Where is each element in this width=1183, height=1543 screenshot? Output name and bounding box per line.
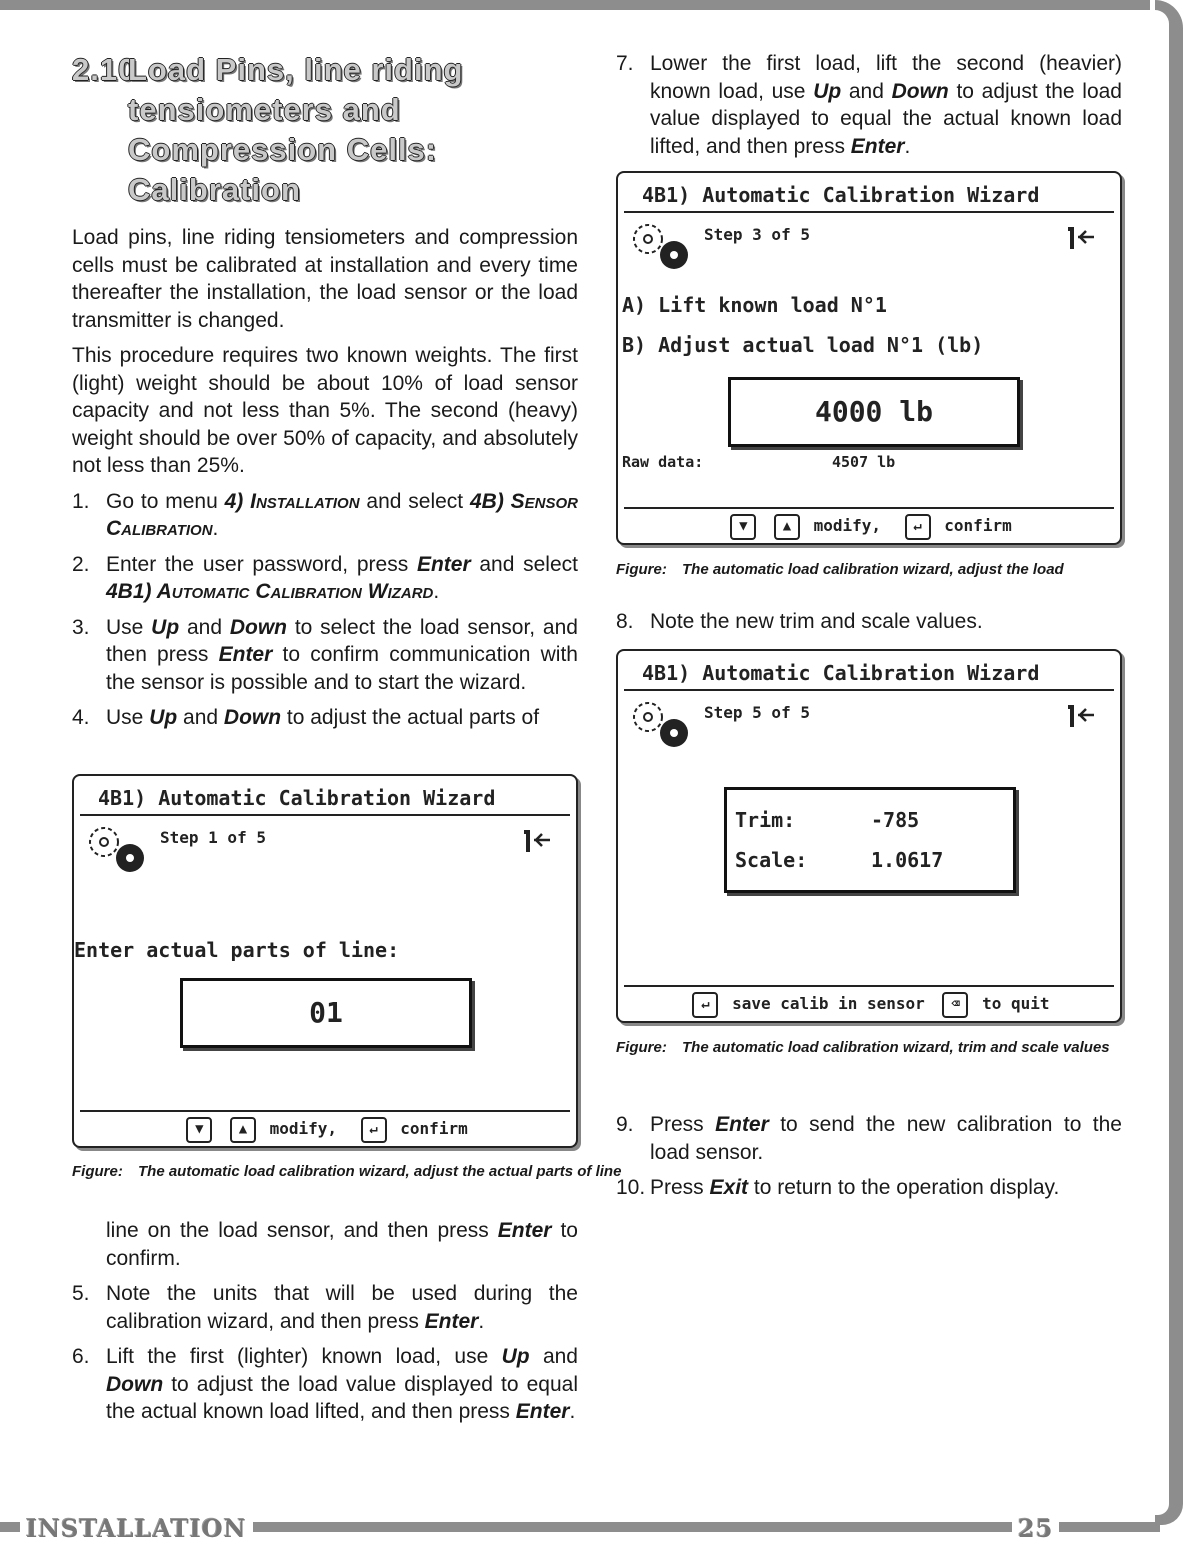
step-text: to confirm.: [106, 1219, 578, 1270]
step-5: [72, 1280, 578, 1335]
step-indicator: Step 5 of 5: [704, 703, 810, 722]
menu-name: 4) Installation: [224, 489, 360, 513]
key-name: Up: [501, 1345, 530, 1368]
key-name: Up: [151, 615, 180, 639]
step-text: line on the load sensor, and then press: [106, 1219, 498, 1242]
step-number: 9.: [616, 1113, 634, 1136]
caption-label: Figure:: [72, 1163, 123, 1180]
modify-label: modify,: [269, 1119, 337, 1138]
screen-footer: [80, 1110, 570, 1146]
page-frame-right: [1155, 0, 1183, 1525]
step-indicator: Step 3 of 5: [704, 225, 810, 244]
step-number: 3.: [72, 615, 90, 639]
key-name: Down: [229, 615, 288, 639]
step-text: Use: [106, 706, 150, 729]
intro-paragraph-2: This procedure requires two known weights. The first (light) weight should be about 10% of load sensor capacity and not less than 5%. The second (heavy) weight should be over 50% of capacity, and absolutely not less than 25%.: [72, 344, 578, 477]
save-calib-label: save calib in sensor: [732, 994, 925, 1013]
step-text: .: [478, 1309, 485, 1333]
backspace-key-icon: ⌫: [942, 992, 968, 1018]
footer-section-label: INSTALLATION: [20, 1514, 253, 1543]
key-name: Enter: [715, 1113, 769, 1136]
key-name: Down: [891, 79, 949, 103]
menu-name: 4B1) Automatic Calibration Wizard: [106, 580, 434, 603]
step-text: and: [841, 79, 892, 103]
figure-caption-2: [616, 560, 1183, 580]
gear-icon: [80, 820, 160, 880]
trim-label: Trim:: [735, 808, 796, 832]
trim-value: -785: [871, 808, 920, 832]
figure-caption-1: [72, 1162, 644, 1182]
step-text: to return to the operation display.: [748, 1176, 1060, 1199]
step-text: and: [529, 1345, 578, 1368]
exit-arrow-icon: [522, 826, 554, 856]
step-number: 5.: [72, 1282, 90, 1305]
exit-arrow-icon: [1066, 701, 1098, 731]
footer-page-number: 25: [1012, 1514, 1059, 1543]
wizard-screen-step-1: [72, 774, 578, 1148]
step-text: Lower the first load, lift the second (heavier) known load, use: [650, 52, 1122, 103]
key-name: Enter: [497, 1219, 552, 1242]
scale-label: Scale:: [735, 848, 808, 872]
step-text: Enter the user password, press: [106, 552, 417, 576]
wizard-screen-step-5: [616, 649, 1122, 1023]
screen-title: 4B1) Automatic Calibration Wizard: [80, 776, 570, 816]
right-column-step-8: [616, 608, 1122, 644]
step-7: [616, 50, 1122, 160]
caption-label: Figure:: [616, 561, 667, 578]
key-name: Exit: [709, 1176, 749, 1199]
exit-arrow-icon: [1066, 223, 1098, 253]
step-text: .: [212, 517, 219, 540]
menu-name: 4B) Sensor Calibration: [106, 489, 579, 540]
step-number: 8.: [616, 610, 634, 633]
step-text: .: [433, 580, 440, 603]
key-name: Up: [813, 79, 842, 103]
step-text: and: [177, 706, 224, 729]
adjust-load-instruction: B) Adjust actual load N°1 (lb): [622, 333, 984, 357]
screen-title: 4B1) Automatic Calibration Wizard: [624, 173, 1114, 213]
lift-load-instruction: A) Lift known load N°1: [622, 293, 887, 317]
right-column: [616, 50, 1122, 168]
step-text: Press: [650, 1176, 710, 1199]
step-text: to send the new calibration to the load sensor.: [650, 1113, 1122, 1164]
step-9: [616, 1111, 1122, 1166]
step-indicator: Step 1 of 5: [160, 828, 266, 847]
parts-of-line-prompt: Enter actual parts of line:: [74, 938, 400, 962]
quit-label: to quit: [982, 994, 1050, 1013]
step-number: 2.: [72, 552, 90, 576]
down-key-icon: ▼: [186, 1117, 212, 1143]
key-name: Down: [106, 1372, 164, 1396]
raw-data-label: Raw data:: [622, 453, 704, 471]
confirm-label: confirm: [944, 516, 1012, 535]
step-number: 1.: [72, 489, 90, 513]
step-number: 10.: [616, 1176, 646, 1199]
caption-text: The automatic load calibration wizard, adjust the actual parts of line: [138, 1163, 622, 1180]
enter-key-icon: ↵: [905, 514, 931, 540]
step-4-continued: [72, 1217, 578, 1272]
screen-footer: [624, 507, 1114, 543]
step-text: to adjust the load value displayed to equal the actual known load lifted, and then press: [106, 1372, 578, 1423]
step-3: [72, 614, 578, 697]
gear-icon: [624, 695, 704, 755]
step-text: to adjust the load value displayed to equal the actual known load lifted, and then press: [650, 79, 1122, 158]
key-name: Enter: [218, 643, 273, 666]
step-text: Press: [650, 1113, 716, 1136]
step-text: Lift the first (lighter) known load, use: [106, 1345, 502, 1368]
confirm-label: confirm: [400, 1119, 468, 1138]
key-name: Up: [149, 706, 178, 729]
section-title: Load Pins, line riding tensiometers and Compression Cells: Calibration: [128, 52, 464, 207]
key-name: Enter: [850, 134, 905, 158]
intro-paragraph-1: Load pins, line riding tensiometers and compression cells must be calibrated at installation and every time thereafter the installation, the load sensor or the load transmitter is changed.: [72, 226, 578, 332]
step-text: .: [569, 1400, 576, 1423]
modify-label: modify,: [813, 516, 881, 535]
up-key-icon: ▲: [774, 514, 800, 540]
right-column-end: [616, 1111, 1122, 1210]
caption-text: The automatic load calibration wizard, trim and scale values: [682, 1039, 1110, 1056]
step-text: to confirm communication with the sensor is possible and to start the wizard.: [106, 643, 578, 694]
step-text: to adjust the actual parts of: [281, 706, 540, 729]
step-text: Note the new trim and scale values.: [650, 610, 983, 633]
step-4: [72, 704, 578, 732]
step-10: [616, 1174, 1122, 1202]
caption-text: The automatic load calibration wizard, adjust the load: [682, 561, 1064, 578]
step-number: 7.: [616, 52, 634, 75]
step-text: and select: [470, 552, 578, 576]
step-text: Use: [106, 615, 152, 639]
step-text: Go to menu: [106, 489, 225, 513]
key-name: Enter: [424, 1309, 479, 1333]
screen-title: 4B1) Automatic Calibration Wizard: [624, 651, 1114, 691]
caption-label: Figure:: [616, 1039, 667, 1056]
scale-value: 1.0617: [871, 848, 944, 872]
step-text: .: [904, 134, 911, 158]
left-column: [72, 50, 578, 740]
step-6: [72, 1343, 578, 1426]
down-key-icon: ▼: [730, 514, 756, 540]
step-text: and select: [359, 489, 470, 513]
key-name: Enter: [515, 1400, 570, 1423]
step-1: [72, 488, 578, 543]
screen-footer: [624, 985, 1114, 1021]
load-value: 4000 lb: [728, 377, 1020, 447]
parts-of-line-value: 01: [180, 978, 472, 1048]
enter-key-icon: ↵: [692, 992, 718, 1018]
step-2: [72, 551, 578, 606]
step-text: Note the units that will be used during the calibration wizard, and then press: [106, 1282, 578, 1333]
step-8: [616, 608, 1122, 636]
key-name: Enter: [416, 552, 471, 576]
up-key-icon: ▲: [230, 1117, 256, 1143]
step-text: to select the load sensor, and then press: [106, 615, 578, 666]
figure-caption-3: [616, 1038, 1183, 1058]
left-column-continued: [72, 1217, 578, 1434]
gear-icon: [624, 217, 704, 277]
enter-key-icon: ↵: [361, 1117, 387, 1143]
raw-data-value: 4507 lb: [832, 453, 896, 471]
section-number: 2.10: [72, 52, 137, 87]
key-name: Down: [223, 706, 282, 729]
step-number: 6.: [72, 1345, 90, 1368]
step-text: and: [179, 615, 230, 639]
trim-scale-box: [724, 787, 1016, 893]
step-number: 4.: [72, 706, 90, 729]
wizard-screen-step-3: [616, 171, 1122, 545]
section-heading: [72, 50, 578, 210]
page-frame-top: [0, 0, 1150, 10]
